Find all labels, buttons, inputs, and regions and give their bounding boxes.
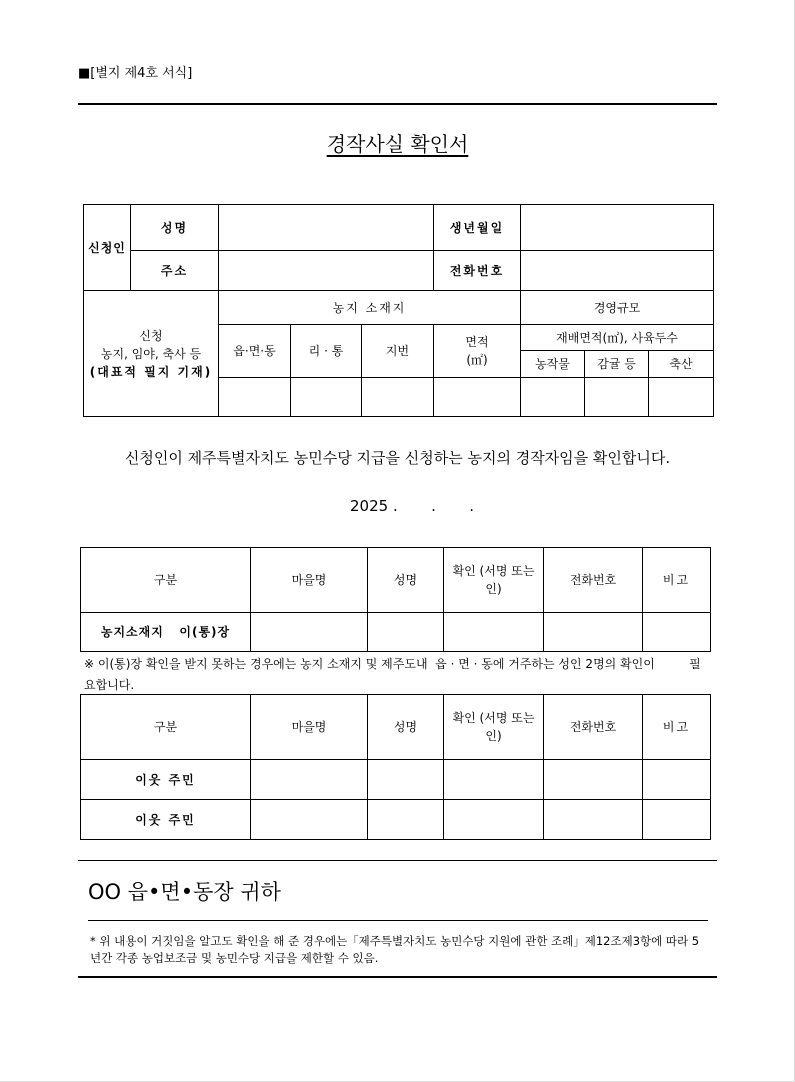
header-village: 마을명 bbox=[251, 695, 368, 760]
signature-field[interactable] bbox=[444, 800, 544, 840]
date-field[interactable]: 2025 . . . bbox=[350, 497, 474, 515]
footnote: * 위 내용이 거짓임을 알고도 확인을 해 준 경우에는「제주특별자치도 농민수당 지원에 관한 조례」제12조제3항에 따라 5년간 각종 농업보조금 및 농민수당 지급을 제한할 수 있음. bbox=[90, 934, 700, 965]
crops-header: 농작물 bbox=[521, 351, 585, 378]
row-label: 농지소재지 이(통)장 bbox=[81, 613, 251, 652]
village-field[interactable] bbox=[251, 613, 368, 652]
area-header bbox=[434, 325, 521, 378]
signature-field[interactable] bbox=[444, 760, 544, 800]
signature-field[interactable] bbox=[444, 613, 544, 652]
phone-field[interactable] bbox=[544, 800, 643, 840]
header-remarks: 비고 bbox=[643, 548, 711, 613]
lot-number-field[interactable] bbox=[362, 378, 434, 417]
citrus-header: 감귤 등 bbox=[585, 351, 649, 378]
eup-myeon-dong-header: 읍·면·동 bbox=[219, 325, 291, 378]
header-phone: 전화번호 bbox=[544, 548, 643, 613]
birthdate-label: 생년월일 bbox=[434, 205, 521, 251]
row-label: 이웃 주민 bbox=[81, 760, 251, 800]
area-label: 면적 bbox=[465, 335, 489, 349]
citrus-field[interactable] bbox=[585, 378, 649, 417]
divider bbox=[88, 920, 708, 921]
applicant-table bbox=[83, 204, 714, 417]
note-text: ※ 이(통)장 확인을 받지 못하는 경우에는 농지 소재지 및 제주도내 읍 · 면 · 동에 거주하는 성인 2명의 확인이 필요합니다. bbox=[84, 657, 701, 692]
phone-field[interactable] bbox=[521, 251, 714, 291]
row-label: 이웃 주민 bbox=[81, 800, 251, 840]
header-category: 구분 bbox=[81, 548, 251, 613]
management-scale-header: 경영규모 bbox=[521, 291, 714, 325]
address-label: 주소 bbox=[131, 251, 219, 291]
phone-field[interactable] bbox=[544, 613, 643, 652]
ri-tong-header: 리 · 통 bbox=[291, 325, 362, 378]
livestock-field[interactable] bbox=[649, 378, 714, 417]
area-unit: (㎡) bbox=[466, 353, 488, 367]
confirmation-statement: 신청인이 제주특별자치도 농민수당 지급을 신청하는 농지의 경작자임을 확인합니다. bbox=[124, 449, 671, 467]
header-confirm: 확인 (서명 또는 인) bbox=[444, 695, 544, 760]
land-label-line1: 신청 bbox=[139, 328, 163, 343]
document-title: 경작사실 확인서 bbox=[326, 132, 469, 156]
remarks-field[interactable] bbox=[643, 613, 711, 652]
name-field[interactable] bbox=[368, 613, 444, 652]
cultivation-area-header: 재배면적(㎡), 사육두수 bbox=[521, 325, 714, 351]
chief-confirm-table bbox=[80, 547, 711, 652]
bottom-rule bbox=[78, 976, 717, 978]
name-field[interactable] bbox=[368, 760, 444, 800]
livestock-header: 축산 bbox=[649, 351, 714, 378]
remarks-field[interactable] bbox=[643, 800, 711, 840]
neighbor-confirm-table bbox=[80, 694, 711, 840]
table-row bbox=[81, 800, 711, 840]
form-label: ■[별지 제4호 서식] bbox=[78, 66, 193, 81]
land-location-header: 농지 소재지 bbox=[219, 291, 521, 325]
header-name: 성명 bbox=[368, 695, 444, 760]
header-remarks: 비고 bbox=[643, 695, 711, 760]
remarks-field[interactable] bbox=[643, 760, 711, 800]
phone-field[interactable] bbox=[544, 760, 643, 800]
name-label: 성명 bbox=[131, 205, 219, 251]
phone-label: 전화번호 bbox=[434, 251, 521, 291]
header-phone: 전화번호 bbox=[544, 695, 643, 760]
header-category: 구분 bbox=[81, 695, 251, 760]
land-label-line3: (대표적 필지 기재) bbox=[89, 364, 213, 379]
village-field[interactable] bbox=[251, 800, 368, 840]
header-confirm: 확인 (서명 또는 인) bbox=[444, 548, 544, 613]
name-field[interactable] bbox=[219, 205, 434, 251]
addressee: OO 읍•면•동장 귀하 bbox=[88, 880, 281, 904]
address-field[interactable] bbox=[219, 251, 434, 291]
land-label-line2: 농지, 임야, 축사 등 bbox=[100, 346, 202, 361]
area-field[interactable] bbox=[434, 378, 521, 417]
lot-number-header: 지번 bbox=[362, 325, 434, 378]
top-rule bbox=[78, 103, 717, 105]
table-row bbox=[81, 613, 711, 652]
divider bbox=[78, 860, 717, 861]
birthdate-field[interactable] bbox=[521, 205, 714, 251]
table-row bbox=[81, 760, 711, 800]
village-field[interactable] bbox=[251, 760, 368, 800]
crops-field[interactable] bbox=[521, 378, 585, 417]
land-label bbox=[84, 291, 219, 417]
name-field[interactable] bbox=[368, 800, 444, 840]
eup-myeon-dong-field[interactable] bbox=[219, 378, 291, 417]
header-name: 성명 bbox=[368, 548, 444, 613]
header-village: 마을명 bbox=[251, 548, 368, 613]
applicant-label: 신청인 bbox=[84, 205, 131, 291]
ri-tong-field[interactable] bbox=[291, 378, 362, 417]
